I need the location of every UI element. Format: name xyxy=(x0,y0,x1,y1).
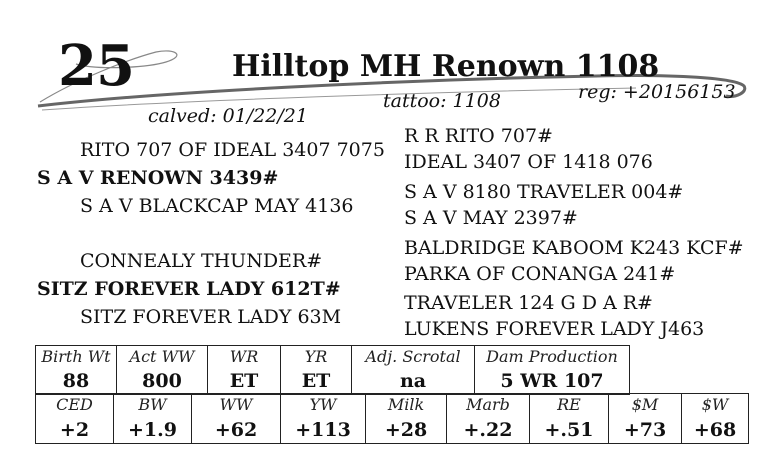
epd-value-ced: +2 xyxy=(36,416,114,443)
lot-number: 25 xyxy=(58,33,134,99)
pedigree-dd-dam: LUKENS FOREVER LADY J463 xyxy=(404,318,705,340)
registration-number: reg: +20156153 xyxy=(578,81,736,103)
epd-value-re: +.51 xyxy=(530,416,609,443)
pedigree-ds-sire: BALDRIDGE KABOOM K243 KCF# xyxy=(404,237,744,259)
epd-table xyxy=(36,394,748,443)
epd-value-w-dollar: +68 xyxy=(693,418,737,441)
pedigree-ss-dam: IDEAL 3407 OF 1418 076 xyxy=(404,151,653,173)
epd-header-marb: Marb xyxy=(447,394,530,416)
pedigree-dd-sire: TRAVELER 124 G D A R# xyxy=(404,292,653,314)
perf-header-dam-production: Dam Production xyxy=(486,346,618,366)
epd-header-w-dollar: $W xyxy=(701,395,729,415)
perf-value-yr: ET xyxy=(281,368,352,394)
epd-box xyxy=(35,393,749,444)
epd-header-m-dollar: $M xyxy=(609,394,682,416)
perf-header-wr: WR xyxy=(208,346,281,368)
epd-value-bw: +1.9 xyxy=(114,416,192,443)
pedigree-sd-sire: S A V 8180 TRAVELER 004# xyxy=(404,181,684,203)
perf-value-act-ww: 800 xyxy=(117,368,208,394)
perf-value-dam-production: 5 WR 107 xyxy=(500,369,604,392)
pedigree-dam: SITZ FOREVER LADY 612T# xyxy=(37,278,341,300)
calved-date: calved: 01/22/21 xyxy=(148,105,308,127)
perf-header-yr: YR xyxy=(281,346,352,368)
epd-header-ww: WW xyxy=(192,394,281,416)
epd-value-ww: +62 xyxy=(192,416,281,443)
epd-value-yw: +113 xyxy=(281,416,366,443)
epd-value-milk: +28 xyxy=(366,416,447,443)
epd-header-yw: YW xyxy=(281,394,366,416)
tattoo: tattoo: 1108 xyxy=(383,90,501,112)
pedigree-sire-dam: S A V BLACKCAP MAY 4136 xyxy=(80,195,354,217)
pedigree-dam-sire: CONNEALY THUNDER# xyxy=(80,250,323,272)
perf-value-birth-wt: 88 xyxy=(36,368,117,394)
perf-value-wr: ET xyxy=(208,368,281,394)
epd-header-bw: BW xyxy=(114,394,192,416)
performance-box xyxy=(35,345,630,395)
performance-table xyxy=(36,346,629,394)
pedigree-ss-sire: R R RITO 707# xyxy=(404,125,553,147)
epd-value-marb: +.22 xyxy=(447,416,530,443)
epd-header-re: RE xyxy=(530,394,609,416)
pedigree-sire: S A V RENOWN 3439# xyxy=(37,167,279,189)
pedigree-dam-dam: SITZ FOREVER LADY 63M xyxy=(80,306,342,328)
animal-name: Hilltop MH Renown 1108 xyxy=(232,49,660,84)
pedigree-ds-dam: PARKA OF CONANGA 241# xyxy=(404,263,676,285)
epd-header-ced: CED xyxy=(36,394,114,416)
perf-header-adj-scrotal: Adj. Scrotal xyxy=(352,346,475,368)
perf-header-birth-wt: Birth Wt xyxy=(36,346,117,368)
perf-header-act-ww: Act WW xyxy=(117,346,208,368)
perf-value-adj-scrotal: na xyxy=(352,368,475,394)
epd-value-m-dollar: +73 xyxy=(609,416,682,443)
epd-header-milk: Milk xyxy=(366,394,447,416)
pedigree-sd-dam: S A V MAY 2397# xyxy=(404,207,578,229)
pedigree-sire-sire: RITO 707 OF IDEAL 3407 7075 xyxy=(80,139,385,161)
